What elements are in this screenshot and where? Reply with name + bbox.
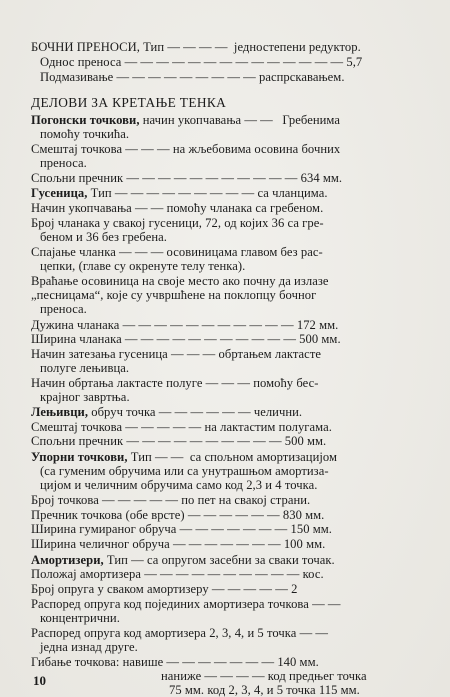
text-line: Распоред опруга код амортизера 2, 3, 4, и 5 точка — — (31, 626, 329, 640)
text-line: Спољни пречник — — — — — — — — — — 500 мм. (31, 434, 327, 448)
text-line: Спољни пречник — — — — — — — — — — — 634 мм. (31, 171, 343, 185)
text-line: цијом и челичним обручима само код 2,3 и 4 точка. (40, 478, 318, 492)
text-line: концентрични. (40, 611, 120, 625)
text-line: Број чланака у свакој гусеници, 72, од којих 36 са гре- (31, 216, 324, 230)
term-bold: Амортизери, (31, 553, 104, 567)
text-line: Пречник точкова (обе врсте) — — — — — — 830 мм. (31, 508, 325, 522)
text-line: полуге лењивца. (40, 361, 130, 375)
term-text: Тип — — са спољном амортизацијом (127, 450, 338, 464)
text-line: Подмазивање — — — — — — — — — распрскавањем. (40, 70, 345, 84)
term-bold: Упорни точкови, (31, 450, 128, 464)
term-bold: Гусеница, (31, 186, 88, 200)
text-line: БОЧНИ ПРЕНОСИ, Тип — — — — једностепени редуктор. (31, 40, 361, 54)
term-text: Тип — са опругом засебни за сваки точак. (103, 553, 335, 567)
text-line: Ширина чланака — — — — — — — — — — — 500 мм. (31, 332, 341, 346)
text-line: преноса. (40, 302, 87, 316)
text-line: Смештај точкова — — — — — на лактастим полугама. (31, 420, 332, 434)
text-line (31, 553, 335, 567)
text-line: Распоред опруга код појединих амортизера точкова — — (31, 597, 341, 611)
text-line: Положај амортизера — — — — — — — — — — кос. (31, 567, 324, 581)
term-bold: Лењивци, (31, 405, 89, 419)
text-line: цепки, (главе су окренуте телу тенка). (40, 259, 246, 273)
text-line: Ширина челичног обруча — — — — — — — 100 мм. (31, 537, 326, 551)
text-line: помоћу точкића. (40, 127, 130, 141)
text-line: Смештај точкова — — — на жљебовима осовина бочних (31, 142, 341, 156)
text-line (31, 113, 340, 127)
text-line: Број точкова — — — — — по пет на свакој страни. (31, 493, 311, 507)
term-text: Тип — — — — — — — — — са чланцима. (87, 186, 328, 200)
text-line (31, 405, 302, 419)
page-number: 10 (33, 673, 46, 688)
text-line: наниже — — — — код предњег точка (161, 669, 367, 683)
text-line: Враћање осовиница на своје место ако почну да излазе (31, 274, 329, 288)
text-line: Начин затезања гусеница — — — обртањем лактасте (31, 347, 322, 361)
text-line: Начин обртања лактасте полуге — — — помоћу бес- (31, 376, 319, 390)
text-line: Однос преноса — — — — — — — — — — — — — — 5,7 (40, 55, 363, 69)
text-line: Број опруга у сваком амортизеру — — — — — 2 (31, 582, 298, 596)
text-line (31, 450, 337, 464)
text-line (31, 186, 328, 200)
text-line: Ширина гумираног обруча — — — — — — — 150 мм. (31, 522, 332, 536)
text-line: „песницама“, које су учвршћене на поклопцу бочног (31, 288, 317, 302)
text-line: преноса. (40, 156, 87, 170)
text-line: једна изнад друге. (40, 640, 138, 654)
term-text: обруч точка — — — — — — челични. (88, 405, 303, 419)
text-line: Дужина чланака — — — — — — — — — — — 172 мм. (31, 318, 339, 332)
term-bold: Погонски точкови, (31, 113, 140, 127)
text-line: Гибање точкова: навише — — — — — — — 140 мм. (31, 655, 319, 669)
text-line: 75 мм. код 2, 3, 4, и 5 точка 115 мм. (169, 683, 360, 697)
text-line: беном и 36 без гребена. (40, 230, 167, 244)
text-line: Начин укопчавања — — помоћу чланака са гребеном. (31, 201, 324, 215)
text-line: (са гуменим обручима или са унутрашњом амортиза- (40, 464, 329, 478)
text-line: Спајање чланка — — — осовиницама главом без рас- (31, 245, 323, 259)
section-heading: ДЕЛОВИ ЗА КРЕТАЊЕ ТЕНКА (31, 95, 227, 110)
text-line: крајног завртња. (40, 390, 130, 404)
term-text: начин укопчавања — — Гребенима (139, 113, 341, 127)
